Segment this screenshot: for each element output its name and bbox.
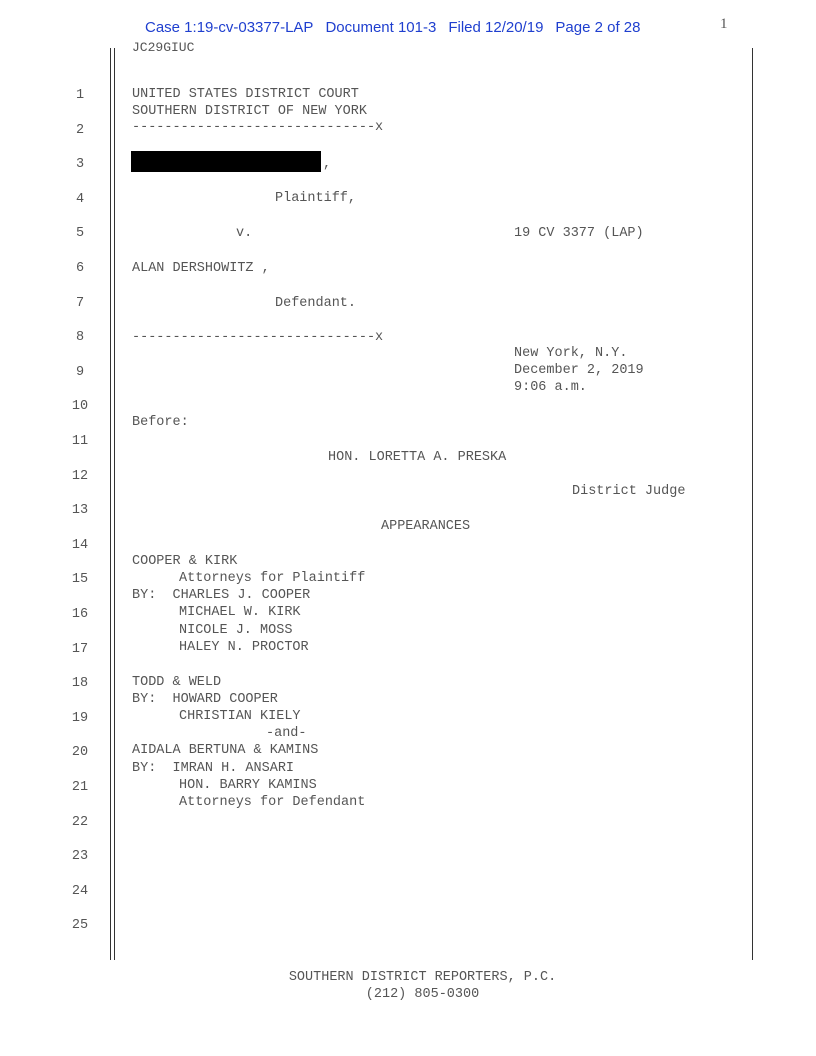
filed-date-stamp: Filed 12/20/19 (448, 19, 544, 36)
line-number: 3 (75, 157, 85, 173)
line-number: 19 (71, 710, 89, 726)
line-number: 6 (75, 261, 85, 276)
line-number: 21 (71, 780, 89, 795)
line-number: 8 (75, 330, 85, 346)
plaintiff-label: Plaintiff, (275, 191, 357, 206)
plaintiff-attorney: MICHAEL W. KIRK (179, 605, 301, 620)
civil-case-number: 19 CV 3377 (LAP) (514, 226, 644, 241)
line-number: 15 (71, 572, 89, 588)
line-number: 7 (75, 295, 85, 311)
hearing-time: 9:06 a.m. (514, 380, 587, 395)
plaintiff-firm-name: COOPER & KIRK (132, 554, 238, 569)
plaintiff-lead-attorney: BY: CHARLES J. COOPER (132, 588, 311, 603)
defendant-name: ALAN DERSHOWITZ , (132, 261, 270, 276)
court-reporter-phone: (212) 805-0300 (365, 987, 480, 1002)
line-number: 4 (75, 191, 85, 207)
and-separator: -and- (266, 726, 307, 741)
court-name-line2: SOUTHERN DISTRICT OF NEW YORK (132, 104, 367, 119)
judge-name: HON. LORETTA A. PRESKA (328, 450, 507, 465)
line-number: 18 (71, 676, 89, 692)
defense-attorney: CHRISTIAN KIELY (179, 709, 301, 724)
line-number: 14 (71, 537, 89, 553)
left-margin-rule-outer (110, 48, 111, 960)
line-number: 20 (71, 745, 89, 761)
right-margin-rule (752, 48, 753, 960)
line-number: 10 (71, 399, 89, 415)
line-number: 9 (75, 364, 85, 380)
hearing-date: December 2, 2019 (514, 363, 644, 378)
before-label: Before: (132, 415, 189, 430)
caption-divider-bottom: ------------------------------x (132, 330, 384, 345)
line-number: 12 (71, 468, 89, 484)
hearing-location: New York, N.Y. (514, 346, 628, 361)
plaintiff-attorney: HALEY N. PROCTOR (179, 640, 309, 655)
line-number: 24 (71, 883, 89, 899)
line-number: 23 (71, 849, 89, 865)
line-number: 13 (71, 503, 89, 519)
line-number: 11 (71, 434, 89, 449)
defense-firm-name: TODD & WELD (132, 675, 222, 690)
appearances-heading: APPEARANCES (381, 519, 471, 534)
plaintiff-attorney: NICOLE J. MOSS (179, 623, 293, 638)
filing-header (145, 19, 653, 36)
court-reporter-name: SOUTHERN DISTRICT REPORTERS, P.C. (288, 970, 557, 985)
line-number: 16 (71, 607, 89, 622)
court-name-line1: UNITED STATES DISTRICT COURT (132, 87, 359, 102)
judge-title: District Judge (572, 484, 686, 499)
document-number-stamp: Document 101-3 (325, 19, 437, 36)
redacted-party-comma: , (323, 157, 332, 172)
line-number: 2 (75, 122, 85, 138)
defense-lead-attorney-2: BY: IMRAN H. ANSARI (132, 761, 295, 776)
defense-attorney-2: HON. BARRY KAMINS (179, 778, 317, 793)
page-number: 1 (720, 16, 728, 32)
transcript-code: JC29GIUC (132, 40, 195, 55)
line-number: 22 (71, 814, 89, 830)
line-number: 17 (71, 641, 89, 657)
case-number-stamp: Case 1:19-cv-03377-LAP (145, 19, 314, 36)
plaintiff-firm-role: Attorneys for Plaintiff (179, 571, 366, 586)
defense-firm-role: Attorneys for Defendant (179, 795, 366, 810)
defendant-label: Defendant. (275, 296, 357, 311)
defense-lead-attorney: BY: HOWARD COOPER (132, 692, 278, 707)
line-number: 1 (75, 88, 85, 103)
page-count-stamp: Page 2 of 28 (555, 19, 641, 36)
line-number: 5 (75, 226, 85, 242)
defense-firm-name-2: AIDALA BERTUNA & KAMINS (132, 743, 319, 758)
line-number: 25 (71, 918, 89, 934)
caption-divider-top: ------------------------------x (132, 120, 384, 135)
left-margin-rule-inner (114, 48, 115, 960)
redaction-block (131, 151, 321, 172)
versus-label: v. (236, 226, 253, 241)
